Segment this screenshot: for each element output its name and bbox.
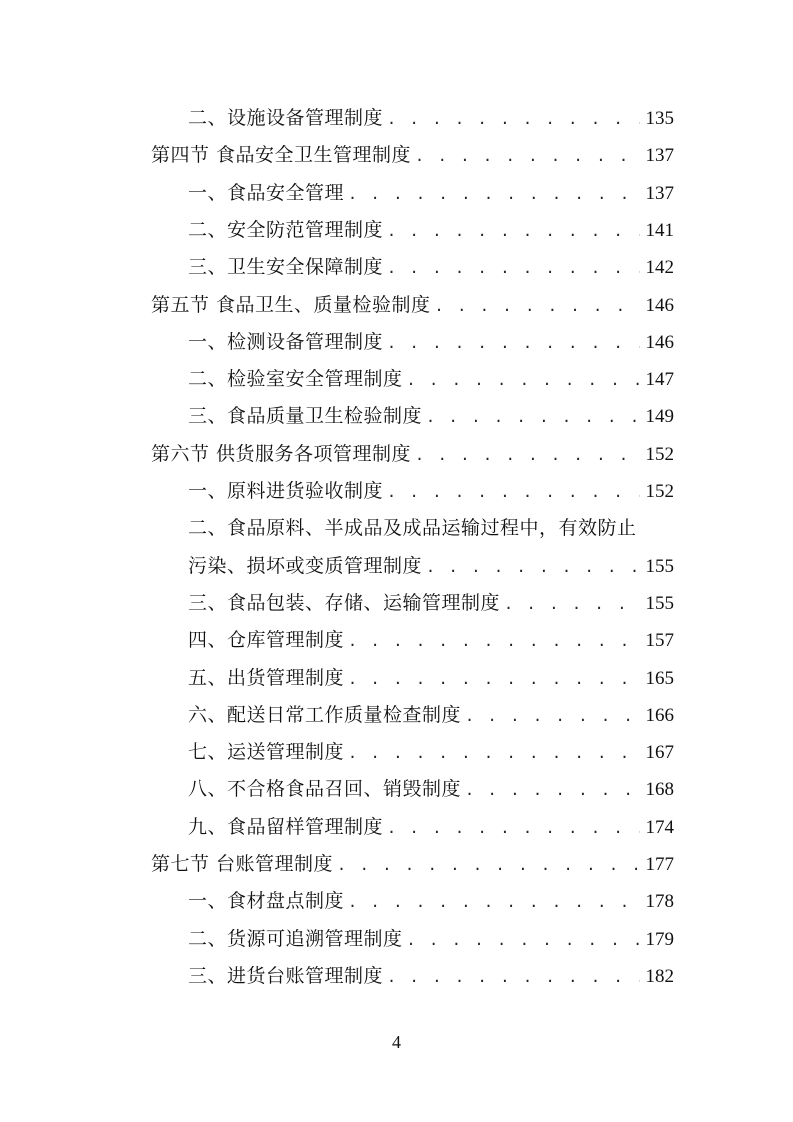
toc-entry[interactable] (188, 212, 674, 249)
toc-entry-page-number: 142 (645, 257, 674, 279)
toc-entry[interactable] (188, 771, 674, 808)
toc-entry[interactable] (188, 100, 674, 137)
dot-leader (387, 325, 639, 362)
dot-leader (435, 288, 640, 325)
toc-entry-page-number: 155 (645, 555, 674, 577)
toc-entry[interactable] (188, 883, 674, 920)
toc-entry[interactable] (188, 175, 674, 212)
toc-entry-title: 污染、损坏或变质管理制度 (188, 554, 423, 577)
dot-leader (504, 586, 639, 623)
toc-entry[interactable] (188, 361, 674, 398)
dot-leader (465, 698, 639, 735)
toc-entry-title: 一、食材盘点制度 (188, 890, 345, 913)
toc-section-entry[interactable] (151, 846, 674, 883)
toc-entry-title: 三、卫生安全保障制度 (188, 256, 384, 279)
toc-entry[interactable] (188, 958, 674, 995)
toc-entry-title: 第五节 食品卫生、质量检验制度 (151, 293, 431, 316)
toc-entry-title: 第七节 台账管理制度 (151, 853, 334, 875)
dot-leader (415, 437, 639, 474)
toc-entry-title: 二、货源可追溯管理制度 (188, 927, 403, 950)
dot-leader (426, 549, 639, 586)
toc-section-entry[interactable] (151, 436, 674, 473)
toc-entry[interactable] (188, 398, 674, 435)
dot-leader (426, 399, 639, 436)
dot-leader (348, 623, 639, 660)
dot-leader (348, 735, 639, 772)
toc-entry-page-number: 167 (645, 742, 674, 764)
toc-entry-page-number: 141 (645, 219, 674, 241)
toc-entry-page-number: 168 (645, 779, 674, 801)
toc-entry-page-number: 152 (645, 481, 674, 502)
toc-entry-page-number: 137 (645, 182, 674, 204)
toc-entry[interactable] (188, 734, 674, 771)
toc-entry-page-number: 146 (645, 331, 674, 353)
dot-leader (387, 810, 639, 847)
toc-entry-title: 七、运送管理制度 (188, 741, 345, 764)
dot-leader (407, 922, 640, 959)
toc-entry-page-number: 179 (645, 928, 674, 950)
toc-entry-title: 一、检测设备管理制度 (188, 330, 384, 353)
dot-leader (387, 213, 639, 250)
toc-entry-page-number: 146 (645, 294, 674, 316)
toc-entry[interactable] (188, 809, 674, 846)
toc-entry-page-number: 147 (645, 369, 674, 391)
toc-entry-title: 二、安全防范管理制度 (188, 218, 384, 241)
dot-leader (465, 772, 639, 809)
dot-leader (387, 959, 639, 996)
toc-entry-title: 一、原料进货验收制度 (188, 480, 384, 502)
toc-entry-title: 三、进货台账管理制度 (188, 964, 384, 987)
toc-entry[interactable] (188, 660, 674, 697)
dot-leader (415, 138, 639, 175)
dot-leader (407, 362, 640, 399)
toc-entry[interactable] (188, 324, 674, 361)
dot-leader (387, 101, 639, 138)
toc-entry[interactable] (188, 585, 674, 622)
toc-entry[interactable] (188, 510, 674, 547)
toc-entry-title: 六、配送日常工作质量检查制度 (188, 703, 462, 726)
toc-entry-title: 第六节 供货服务各项管理制度 (151, 442, 412, 465)
toc-entry-page-number: 178 (645, 891, 674, 913)
toc-entry-page-number: 155 (645, 592, 674, 614)
toc-section-entry[interactable] (151, 137, 674, 174)
toc-entry-title: 四、仓库管理制度 (188, 629, 345, 652)
toc-entry-title: 九、食品留样管理制度 (188, 815, 384, 838)
toc-entry-page-number: 165 (645, 667, 674, 689)
toc-entry-title: 二、检验室安全管理制度 (188, 368, 403, 391)
dot-leader (337, 847, 639, 884)
toc-entry-page-number: 135 (645, 108, 674, 129)
toc-entry-title: 二、设施设备管理制度 (188, 107, 384, 129)
toc-entry-title: 三、食品质量卫生检验制度 (188, 405, 423, 428)
dot-leader (348, 176, 639, 213)
toc-section-entry[interactable] (151, 287, 674, 324)
toc-entry[interactable] (188, 473, 674, 510)
toc-entry-page-number: 166 (645, 704, 674, 726)
toc-entry-page-number: 152 (645, 443, 674, 465)
toc-entry-title: 五、出货管理制度 (188, 666, 345, 689)
toc-entry-page-number: 137 (645, 145, 674, 167)
dot-leader (348, 661, 639, 698)
page-number: 4 (392, 1032, 401, 1052)
dot-leader (387, 474, 639, 511)
toc-entry[interactable] (188, 921, 674, 958)
toc-entry-title: 一、食品安全管理 (188, 181, 345, 204)
toc-entry[interactable] (188, 548, 674, 585)
toc-entry-title: 八、不合格食品召回、销毁制度 (188, 778, 462, 801)
toc-entry-page-number: 177 (645, 854, 674, 875)
toc-entry-page-number: 149 (645, 406, 674, 428)
toc-entry-page-number: 174 (645, 816, 674, 838)
toc-entry[interactable] (188, 622, 674, 659)
toc-entry[interactable] (188, 249, 674, 286)
dot-leader (348, 884, 639, 921)
toc-entry-page-number: 182 (645, 965, 674, 987)
dot-leader (387, 250, 639, 287)
toc-entry[interactable] (188, 697, 674, 734)
toc-entry-title: 三、食品包装、存储、运输管理制度 (188, 591, 501, 614)
toc-entry-title: 第四节 食品安全卫生管理制度 (151, 144, 412, 167)
toc-entry-page-number: 157 (645, 630, 674, 652)
toc-entry-title: 二、食品原料、半成品及成品运输过程中，有效防止 (188, 517, 637, 540)
